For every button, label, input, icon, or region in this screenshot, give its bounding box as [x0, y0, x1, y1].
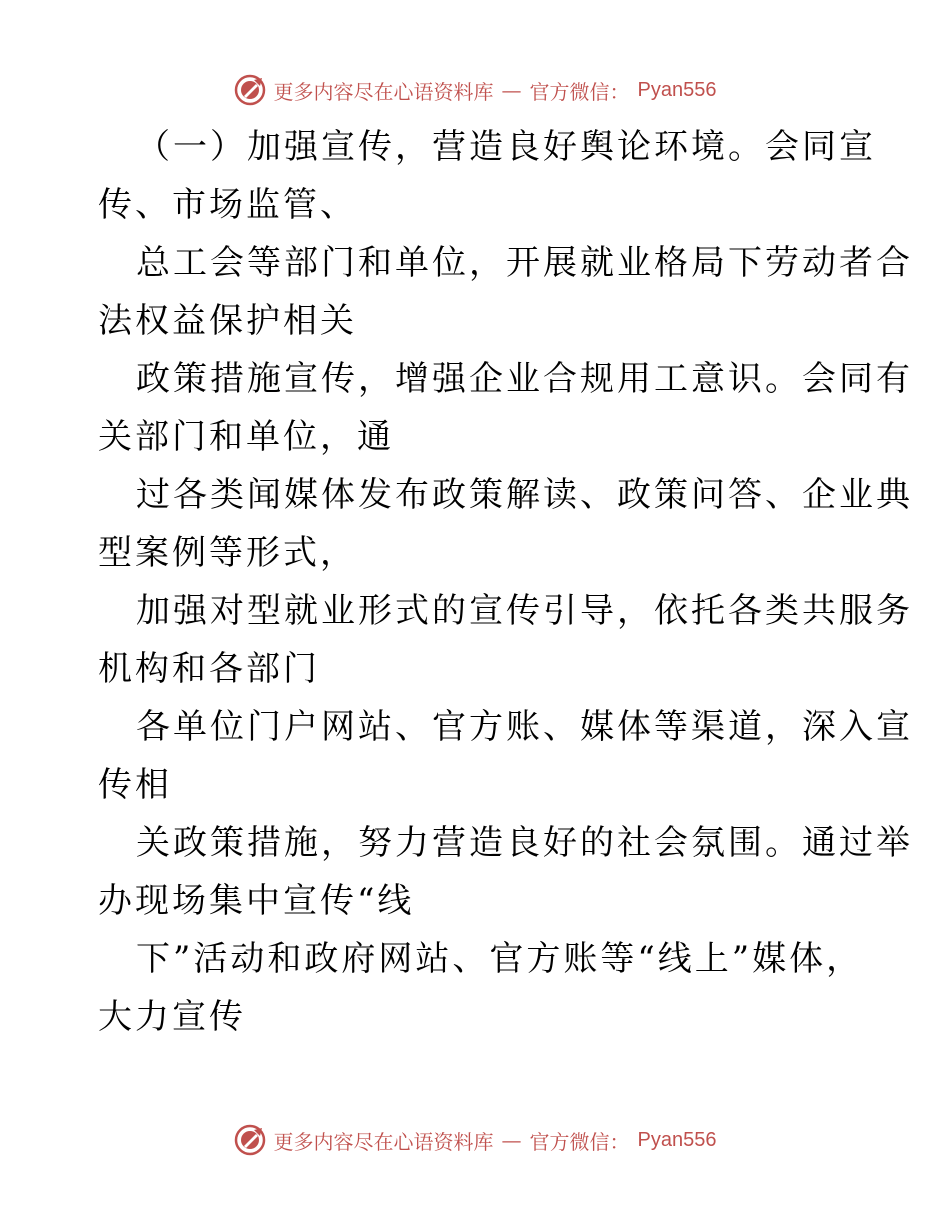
- footer-official-label: 官方微信：: [529, 1129, 630, 1154]
- pen-logo-icon: [234, 1124, 266, 1156]
- footer-account-id: Pyan556: [637, 1128, 717, 1151]
- body-line: 各单位门户网站、官方账、媒体等渠道，深入宣: [136, 707, 913, 747]
- header-banner-text: 更多内容尽在心语资料库: [273, 79, 494, 104]
- body-line: （一）加强宣传，营造良好舆论环境。会同宣: [136, 127, 876, 167]
- body-line: 下”活动和政府网站、官方账等“线上”媒体，: [136, 939, 864, 979]
- body-line: 政策措施宣传，增强企业合规用工意识。会同有: [136, 359, 913, 399]
- pen-logo-icon: [234, 74, 266, 106]
- header-account-id: Pyan556: [637, 78, 717, 101]
- document-body: [98, 118, 913, 1046]
- body-line: 关政策措施，努力营造良好的社会氛围。通过举: [136, 823, 913, 863]
- body-line: 总工会等部门和单位，开展就业格局下劳动者合: [136, 243, 913, 283]
- body-line: 过各类闻媒体发布政策解读、政策问答、企业典: [136, 475, 913, 515]
- body-line: 关部门和单位，通: [98, 417, 394, 457]
- footer-banner-text: 更多内容尽在心语资料库: [273, 1129, 494, 1154]
- header-banner-dash: —: [501, 78, 522, 102]
- body-line: 办现场集中宣传“线: [98, 881, 415, 921]
- body-line: 法权益保护相关: [98, 301, 357, 341]
- header-banner: [0, 70, 950, 110]
- footer-banner: [0, 1120, 950, 1160]
- footer-banner-dash: —: [501, 1128, 522, 1152]
- header-official-label: 官方微信：: [529, 79, 630, 104]
- body-line: 大力宣传: [98, 997, 246, 1037]
- body-line: 加强对型就业形式的宣传引导，依托各类共服务: [136, 591, 913, 631]
- body-line: 传相: [98, 765, 172, 805]
- body-line: 机构和各部门: [98, 649, 320, 689]
- body-line: 传、市场监管、: [98, 185, 357, 225]
- body-line: 型案例等形式，: [98, 533, 357, 573]
